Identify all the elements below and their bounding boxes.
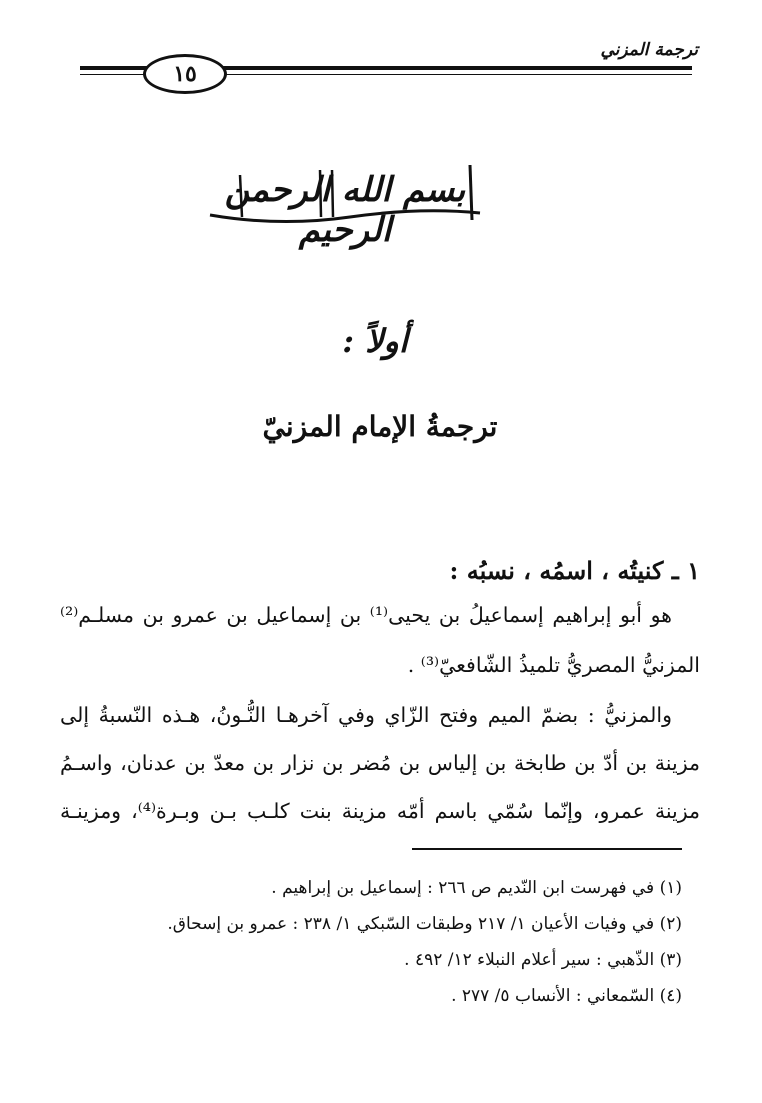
page-number: ١٥ [173, 61, 197, 87]
body-line-1: هو أبو إبراهيم إسماعيلُ بن يحيى⁽¹⁾ بن إسماعيل بن عمرو بن مسلـم⁽²⁾ [60, 603, 672, 627]
section-ordinal: أولاً : [342, 322, 408, 360]
footnote-separator [412, 848, 682, 850]
basmala-text: بسم الله الرحمن الرحيم [224, 170, 466, 250]
section-heading: ترجمةُ الإمام المزنيّ [262, 410, 498, 443]
footnote-1: (١) في فهرست ابن النّديم ص ٢٦٦ : إسماعيل بن إبراهيم . [271, 878, 682, 898]
footnote-3: (٣) الذّهبي : سير أعلام النبلاء ١٢/ ٤٩٢ . [404, 950, 682, 970]
body-line-4: مزينة بن أدّ بن طابخة بن إلياس بن مُضر بن نزار بن معدّ بن عدنان، واسـمُ [60, 751, 700, 775]
running-header-title: ترجمة المزني [600, 40, 698, 60]
footnote-2: (٢) في وفيات الأعيان ١/ ٢١٧ وطبقات السّبكي ١/ ٢٣٨ : عمرو بن إسحاق. [167, 914, 682, 934]
body-line-3: والمزنيُّ : بضمّ الميم وفتح الزّاي وفي آخرهـا النُّـونُ، هـذه النّسبةُ إلى [60, 703, 672, 727]
subheading: ١ ـ كنيتُه ، اسمُه ، نسبُه : [449, 556, 700, 585]
footnote-4: (٤) السّمعاني : الأنساب ٥/ ٢٧٧ . [451, 986, 682, 1006]
body-line-5: مزينة عمرو، وإنّما سُمّي باسم أمّه مزينة بنت كلـب بـن وبـرة⁽⁴⁾، ومزينـة [60, 799, 701, 823]
page-number-oval [143, 54, 227, 94]
body-line-2: المزنيُّ المصريُّ تلميذُ الشّافعيّ⁽³⁾ . [407, 653, 700, 677]
